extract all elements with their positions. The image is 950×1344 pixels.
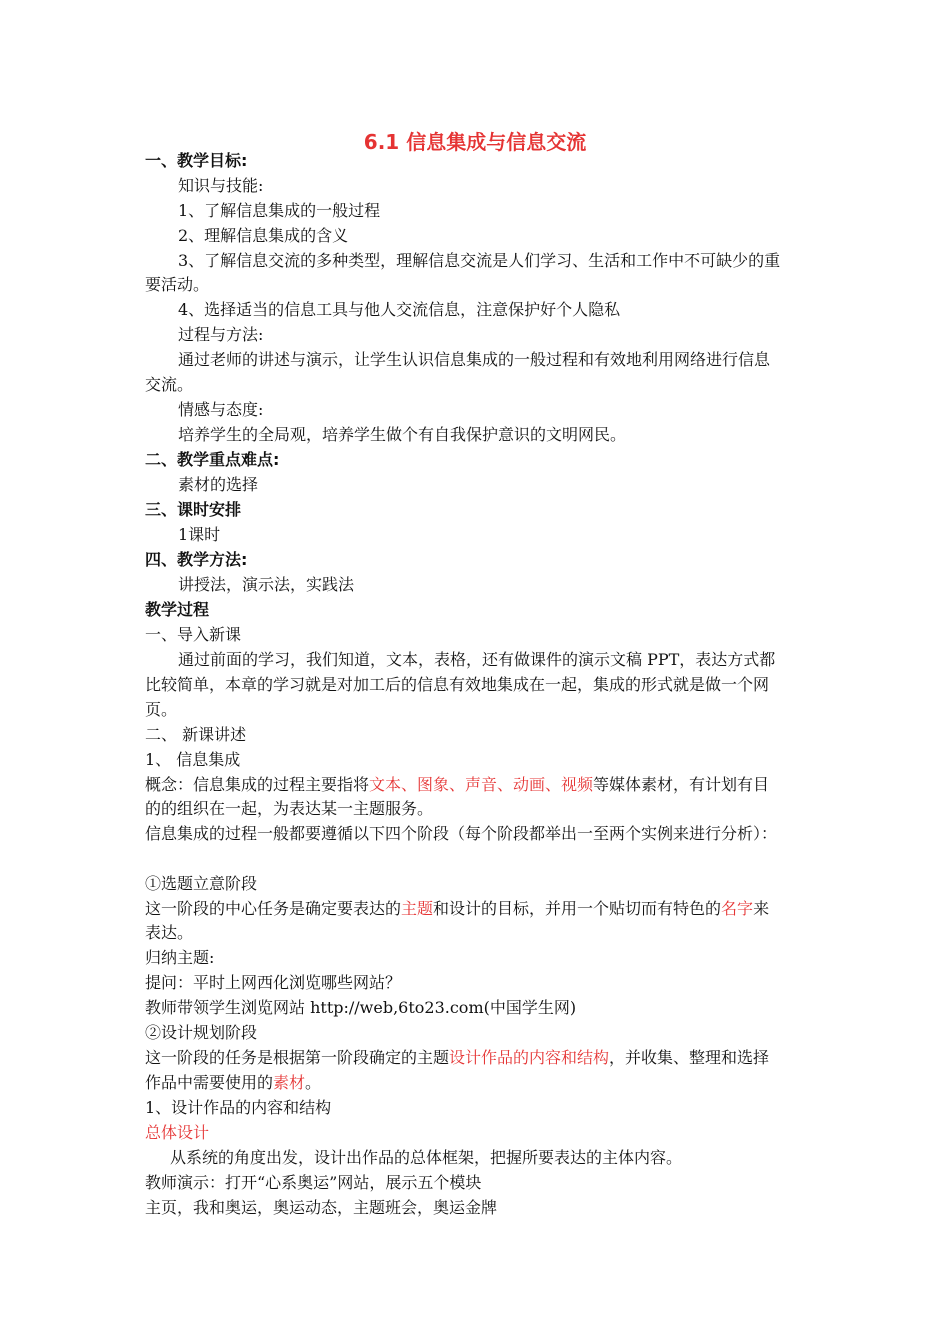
objective-item-1: 1、了解信息集成的一般过程 [178,201,381,220]
stage2-text: 这一阶段的任务是根据第一阶段确定的主题 [145,1048,450,1067]
stage2-heading: ②设计规划阶段 [145,1023,258,1042]
objective-item-2: 2、理解信息集成的含义 [178,226,349,245]
heading-key-points: 二、教学重点难点: [145,450,280,469]
stage1-name-highlight: 名字 [721,899,754,918]
stage1-text-end: 来 [753,899,770,918]
intro-paragraph-end: 页。 [145,700,178,719]
process-paragraph: 通过老师的讲述与演示，让学生认识信息集成的一般过程和有效地利用网络进行信息 [178,350,771,369]
heading-teaching-process: 教学过程 [145,600,210,619]
concept-line-cont: 的的组织在一起，为表达某一主题服务。 [145,799,434,818]
stage1-text: 这一阶段的中心任务是确定要表达的 [145,899,402,918]
stage1-line [145,898,769,920]
intro-paragraph-cont: 比较简单，本章的学习就是对加工后的信息有效地集成在一起，集成的形式就是做一个网 [145,675,770,694]
attitude-paragraph: 培养学生的全局观，培养学生做个有自我保护意识的文明网民。 [178,425,627,444]
concept-media-highlight: 文本、图象、声音、动画、视频 [369,775,594,794]
heading-intro: 一、导入新课 [145,625,242,644]
subheading-process: 过程与方法: [178,325,264,344]
concept-line [145,774,769,796]
stage2-cont-text: 作品中需要使用的 [145,1073,274,1092]
stages-intro: 信息集成的过程一般都要遵循以下四个阶段（每个阶段都举出一至两个实例来进行分析）： [145,824,778,843]
subheading-knowledge: 知识与技能: [178,176,264,195]
stage1-text-mid: 和设计的目标，并用一个贴切而有特色的 [433,899,722,918]
key-points-text: 素材的选择 [178,475,259,494]
heading-objectives: 一、教学目标: [145,151,248,170]
question-line: 提问：平时上网西化浏览哪些网站？ [145,973,402,992]
stage2-text-end: ，并收集、整理和选择 [609,1048,770,1067]
stage1-line-cont: 表达。 [145,923,194,942]
overall-design-text: 从系统的角度出发，设计出作品的总体框架，把握所要表达的主体内容。 [170,1148,683,1167]
objective-item-3: 3、了解信息交流的多种类型，理解信息交流是人们学习、生活和工作中不可缺少的重 [178,251,781,270]
stage1-topic-highlight: 主题 [401,899,434,918]
heading-new-lesson: 二、 新课讲述 [145,725,247,744]
methods-text: 讲授法，演示法，实践法 [178,575,355,594]
concept-text-end: 等媒体素材，有计划有目 [593,775,770,794]
page-title: 6.1 信息集成与信息交流 [363,130,587,154]
teacher-browse-line: 教师带领学生浏览网站 http://web,6to23.com(中国学生网) [145,998,577,1017]
schedule-text: 1课时 [178,525,221,544]
heading-methods: 四、教学方法: [145,550,248,569]
intro-paragraph: 通过前面的学习，我们知道，文本，表格，还有做课件的演示文稿 PPT，表达方式都 [178,650,776,669]
objective-item-4: 4、选择适当的信息工具与他人交流信息，注意保护好个人隐私 [178,300,621,319]
concept-text: 概念：信息集成的过程主要指将 [145,775,370,794]
teacher-demo-line: 教师演示：打开“心系奥运”网站，展示五个模块 [145,1173,482,1192]
design-heading: 1、设计作品的内容和结构 [145,1098,332,1117]
heading-integration: 1、 信息集成 [145,750,241,769]
stage1-heading: ①选题立意阶段 [145,874,258,893]
stage2-line-cont [145,1072,321,1094]
heading-schedule: 三、课时安排 [145,500,242,519]
stage2-material-highlight: 素材 [273,1073,306,1092]
subheading-attitude: 情感与态度: [178,400,264,419]
stage2-cont-end: 。 [305,1073,322,1092]
stage2-design-highlight: 设计作品的内容和结构 [449,1048,610,1067]
summary-label: 归纳主题: [145,948,215,967]
stage2-line [145,1047,769,1069]
process-paragraph-cont: 交流。 [145,375,194,394]
modules-line: 主页，我和奥运，奥运动态，主题班会，奥运金牌 [145,1198,498,1217]
objective-item-3-cont: 要活动。 [145,275,210,294]
overall-design-label: 总体设计 [145,1123,210,1142]
